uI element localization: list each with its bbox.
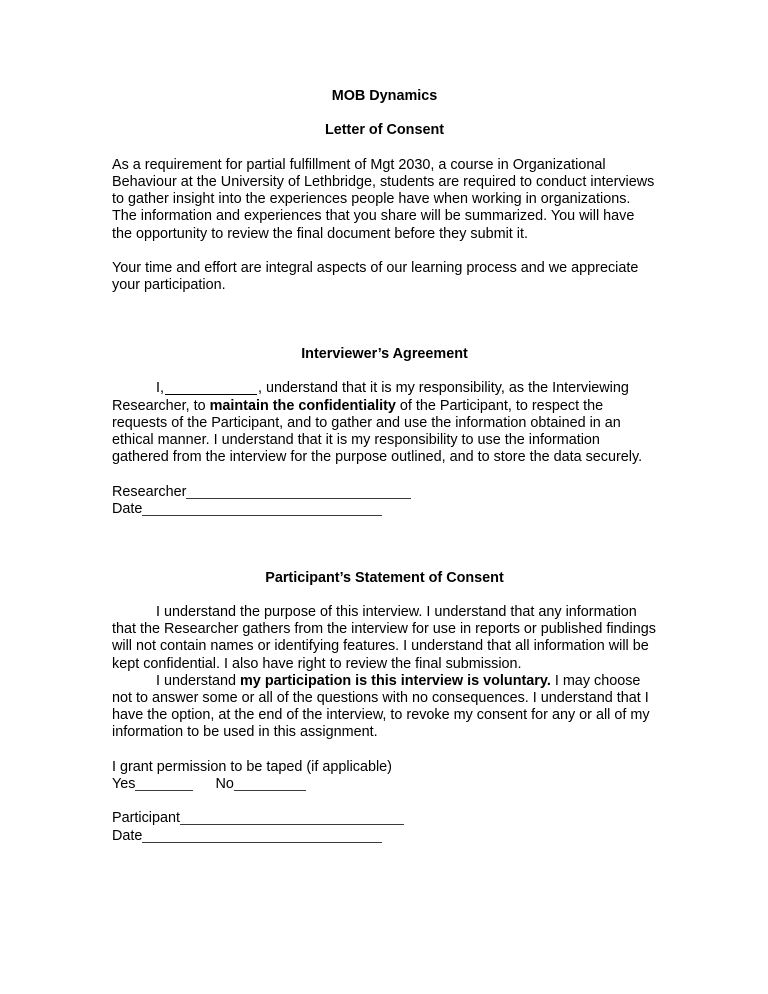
participant-date-blank[interactable] [142,831,382,843]
participant-signature-line [112,810,657,827]
spacer [112,793,657,810]
spacer [112,535,657,552]
spacer [112,518,657,535]
spacer [112,140,657,157]
researcher-signature-blank[interactable] [186,487,411,499]
taping-permission-label: I grant permission to be taped (if applicable) [112,758,392,775]
researcher-date-label: Date [112,500,143,517]
participant-signature-blank[interactable] [180,813,404,825]
interviewer-agreement-heading: Interviewer’s Agreement [301,345,468,362]
intro-paragraph: As a requirement for partial fulfillment of Mgt 2030, a course in Organizational Behaviour at the University of Lethbridge, students are required to conduct interviews to gather insight into the experiences people have when working in organizations. The information and experiences that you share will be summarized. You will have the opportunity to review the final document before they submit it. [112,156,655,242]
spacer [112,294,657,311]
voluntary-emphasis: my participation is this interview is voluntary. [240,672,551,689]
participant-signature-label: Participant [112,810,180,827]
document-title: MOB Dynamics [331,88,438,104]
participant-paragraph-2-rest: I may choose not to answer some or all of the questions with no consequences. I understand that I have the option, at the end of the interview, to revoke my consent for any or all of my information to be used in this assignment. [112,672,650,741]
thanks-paragraph: Your time and effort are integral aspects of our learning process and we appreciate your participation. [112,259,639,294]
document-subtitle: Letter of Consent [324,122,445,139]
spacer [112,329,657,346]
participant-paragraph-2-lead: I understand [156,672,241,689]
researcher-date-line [112,501,657,518]
clause-lead-in: I, [156,380,164,397]
researcher-date-blank[interactable] [142,504,382,516]
clause-text-after-bold: of the Participant, to respect the requests of the Participant, and to gather and use the information obtained in an ethical manner. I understand that it is my responsibility to use the information gathered from the interview for the purpose outlined, and to store the data securely. [112,397,643,466]
researcher-signature-line [112,484,657,501]
participant-date-label: Date [112,827,143,844]
taping-no-label: No [215,775,234,792]
spacer [112,466,657,483]
spacer [112,105,657,122]
confidentiality-emphasis: maintain the confidentiality [209,397,396,414]
spacer [112,312,657,329]
taping-yes-label: Yes [112,775,136,792]
participant-paragraph-1 [112,604,657,673]
researcher-name-blank[interactable] [165,394,257,395]
participant-paragraph-1-text: I understand the purpose of this interview. I understand that any information that the Researcher gathers from the interview for use in reports or published findings will not contain names or identifying features. I understand that all information will be kept confidential. I also have right to review the final submission. [112,603,656,672]
spacer [112,243,657,260]
spacer [112,552,657,569]
participant-statement-heading: Participant’s Statement of Consent [265,569,504,586]
researcher-signature-label: Researcher [112,483,187,500]
spacer [112,587,657,604]
participant-paragraph-2 [112,673,657,742]
participant-date-line [112,828,657,845]
taping-yes-blank[interactable] [135,779,193,791]
clause-text-before-bold: , understand that it is my responsibility, as the Interviewing Researcher, to [112,380,629,414]
interviewer-agreement-paragraph [112,380,657,466]
spacer [112,742,657,759]
taping-yes-no-line [112,776,657,793]
document-body [112,88,657,845]
spacer [112,363,657,380]
taping-no-blank[interactable] [234,779,306,791]
